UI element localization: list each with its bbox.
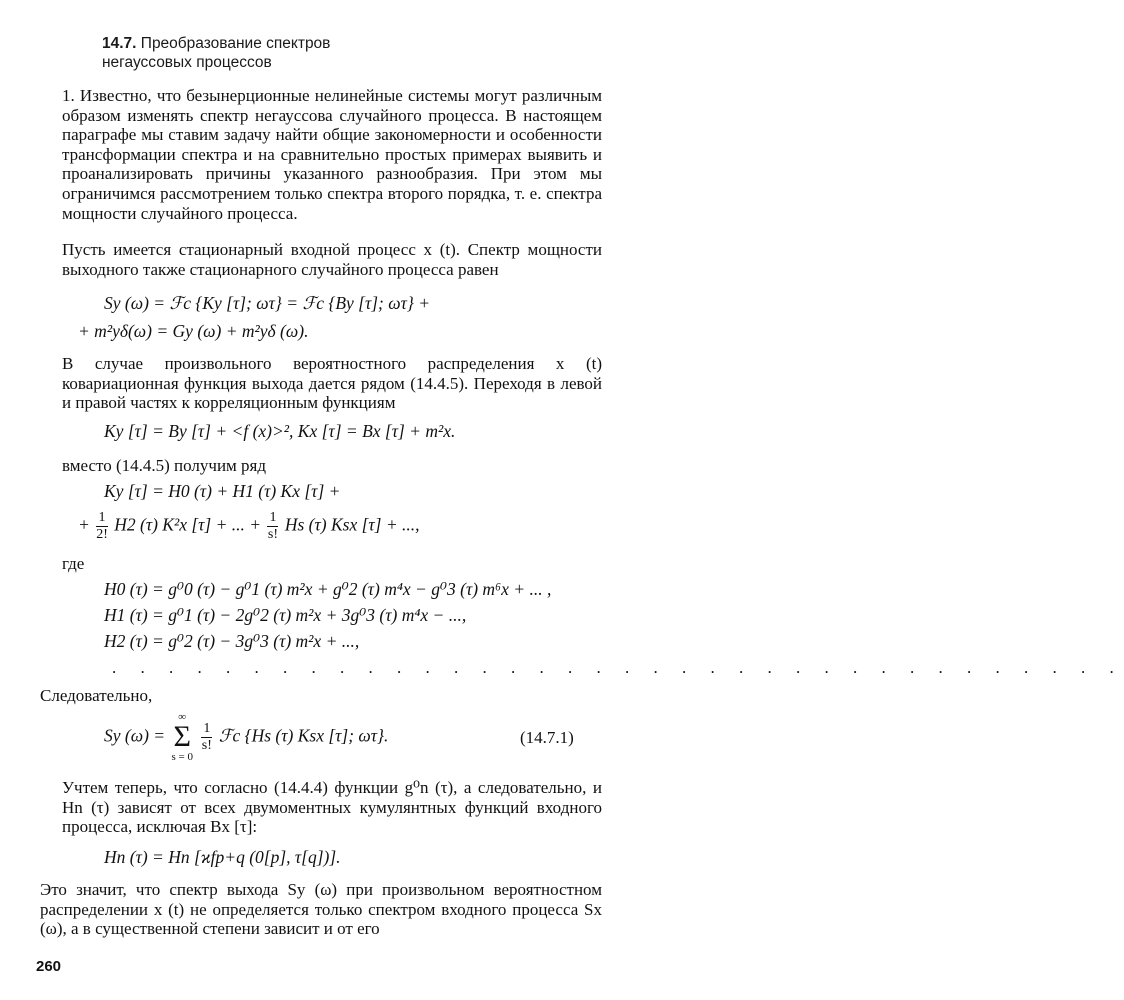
text-hence: Следовательно, [40,686,153,705]
paragraph-5: Это значит, что спектр выхода Sy (ω) при произвольном вероятностном распределении x (t) не определяется только спектром входного процесса Sx (ω), а в существенной степени зависит и от его [40,880,602,939]
equation-H0: H0 (τ) = g⁰0 (τ) − g⁰1 (τ) m²x + g⁰2 (τ) m⁴x − g⁰3 (τ) m⁶x + ... , [104,579,552,599]
equation-spectrum-line2: + m²yδ(ω) = Gy (ω) + m²yδ (ω). [78,321,309,341]
fraction-denominator: s! [201,738,212,753]
eq-right-side: ℱc {Hs (τ) Ksx [τ]; ωτ}. [218,725,389,746]
paragraph-4: Учтем теперь, что согласно (14.4.4) функции g⁰n (τ), а следовательно, и Hn (τ) зависят от всех двумоментных кумулянтных функций входного процесса, исключая Bx [τ]: [62,778,602,837]
series-term-s: Hs (τ) Ksx [τ] + ..., [284,514,420,535]
paragraph-2: Пусть имеется стационарный входной процесс x (t). Спектр мощности выходного также стационарного случайного процесса равен [62,240,602,279]
fraction-1-over-s [267,510,278,543]
section-title-line2: негауссовых процессов [102,54,272,71]
sum-lower-limit: s = 0 [171,751,193,763]
fraction-numerator: 1 [269,510,277,525]
sigma-sign: Σ [173,720,191,753]
paragraph-3: В случае произвольного вероятностного распределения x (t) ковариационная функция выхода дается рядом (14.4.5). Переходя в левой и правой частях к корреляционным функциям [62,354,602,413]
fraction-denominator: s! [267,527,279,542]
fraction-1-over-2 [96,510,108,543]
equation-number: (14.7.1) [520,728,574,747]
sum-upper-limit: ∞ [178,711,187,723]
equation-14-7-1 [104,712,388,763]
fraction-numerator: 1 [96,510,108,527]
summation-symbol [171,712,192,763]
text-instead: вместо (14.4.5) получим ряд [62,456,267,475]
equation-series-line2 [78,510,420,543]
series-plus: + [78,514,90,535]
equation-H1: H1 (τ) = g⁰1 (τ) − 2g⁰2 (τ) m²x + 3g⁰3 (τ) m⁴x − ..., [104,605,467,625]
section-heading [102,34,330,72]
series-term-2: H2 (τ) K²x [τ] + ... + [114,514,262,535]
equation-spectrum-line1: Sy (ω) = ℱc {Ky [τ]; ωτ} = ℱc {By [τ]; ωτ} + [104,293,431,313]
page-number: 260 [36,958,62,975]
section-title-line1: Преобразование спектров [140,35,331,52]
equation-series-line1: Ky [τ] = H0 (τ) + H1 (τ) Kx [τ] + [104,481,341,501]
text-where: где [62,554,85,573]
fraction-denominator: 2! [96,527,108,542]
paragraph-1: 1. Известно, что безынерционные нелинейные системы могут различным образом изменять спектр негауссова случайного процесса. В настоящем параграфе мы ставим задачу найти общие закономерности и особенности трансформации спектра и на сравнительно простых примерах выявить и проанализировать причины указанного разнообразия. При этом мы ограничимся рассмотрением только спектра второго порядка, т. е. спектра мощности случайного процесса. [62,86,602,223]
eq-left-side: Sy (ω) = [104,725,166,746]
equation-correlation: Ky [τ] = By [τ] + <f (x)>², Kx [τ] = Bx [τ] + m²x. [104,421,456,441]
equation-H2: H2 (τ) = g⁰2 (τ) − 3g⁰3 (τ) m²x + ..., [104,631,360,651]
fraction-numerator: 1 [203,721,211,736]
fraction-1-over-s-factorial [201,721,212,754]
equation-Hn: Hn (τ) = Hn [ϰfp+q (0[p], τ[q])]. [104,847,341,867]
ellipsis-row: . . . . . . . . . . . . . . . . . . . . . . . . . . . . . . . . . . . . [112,658,1124,677]
section-number: 14.7. [102,35,137,52]
